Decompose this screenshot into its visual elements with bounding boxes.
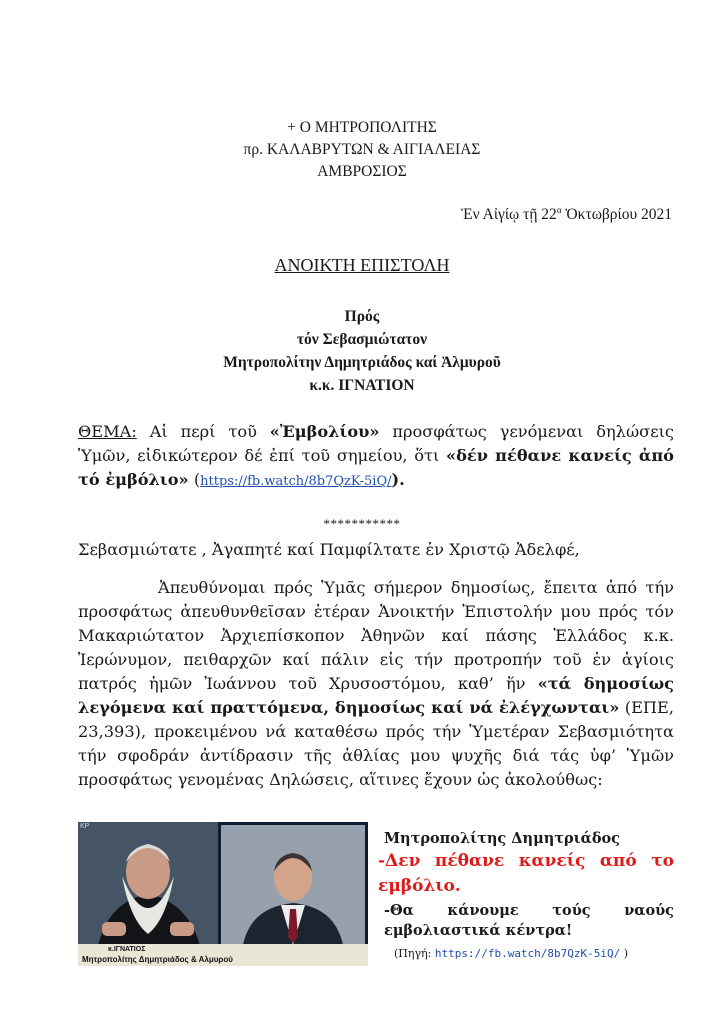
figure-note: -Θα κάνουμε τούς ναούς εμβολιαστικά κέντρα! bbox=[384, 902, 674, 939]
subject-text-3: ( bbox=[188, 470, 201, 489]
figure-source-link[interactable]: https://fb.watch/8b7QzK-5iQ/ bbox=[434, 947, 621, 960]
anchor-figure bbox=[221, 825, 365, 945]
letter-title: ΑΝΟΙΚΤΗ ΕΠΙΣΤΟΛΗ bbox=[274, 255, 450, 275]
dateline-sup: α bbox=[556, 205, 562, 215]
addressee-line-1: Πρός bbox=[344, 308, 380, 325]
subject-bold-2: «δέν πέθανε κανείς ἀπό τό ἐμβόλιο» bbox=[78, 446, 674, 489]
body-quote: «τά δημοσίως λεγόμενα καί πραττόμενα, δημοσίως καί νά ἐλέγχωνται» bbox=[78, 674, 674, 717]
subject-text-2: προσφάτως γενόμεναι δηλώσεις Ὑμῶν, εἰδικώτερον δέ ἐπί τοῦ σημείου, ὅτι bbox=[78, 422, 674, 465]
bishop-figure bbox=[78, 822, 218, 946]
body-paragraph bbox=[78, 576, 674, 792]
figure-speaker: Μητροπολίτης Δημητριάδος bbox=[384, 830, 621, 847]
addressee-block bbox=[0, 305, 724, 397]
figure-source-label: (Πηγή: bbox=[394, 947, 435, 960]
tv-left-panel bbox=[78, 822, 218, 946]
addressee-line-2: τόν Σεβασμιώτατον bbox=[296, 331, 428, 348]
figure-quote-block bbox=[378, 830, 674, 960]
addressee-line-3: Μητροπολίτην Δημητριάδος καί Ἁλμυροῦ bbox=[223, 354, 501, 371]
subject-text-1: Αἱ περί τοῦ bbox=[136, 422, 270, 441]
subject-bold-1: «Ἐμβολίου» bbox=[269, 422, 380, 441]
body-text-1: Ἀπευθύνομαι πρός Ὑμᾶς σήμερον δημοσίως, ἔπειτα ἀπό τήν προσφάτως ἀπευθυνθεῖσαν ἑτέραν Ἀνοικτήν Ἐπιστολήν μου πρός τόν Μακαριώτατον Ἀρχιεπίσκοπον Ἀθηνῶν καί πάσης Ἑλλάδος κ.κ. Ἱερώνυμον, πειθαρχῶν καί πάλιν εἰς τήν προτροπήν τοῦ ἐν ἁγίοις πατρός ἡμῶν Ἰωάννου τοῦ Χρυσοστόμου, καθ’ ἥν bbox=[78, 578, 674, 693]
letterhead-line-3: ΑΜΒΡΟΣΙΟΣ bbox=[317, 163, 407, 180]
salutation: Σεβασμιώτατε , Ἀγαπητέ καί Παμφίλτατε ἐν Χριστῷ Ἀδελφέ, bbox=[78, 540, 580, 559]
tv-caption-role: Μητροπολίτης Δημητριάδος & Αλμυρού bbox=[82, 955, 233, 964]
dateline bbox=[461, 205, 672, 224]
subject-text-4: ). bbox=[391, 470, 405, 489]
subject-paragraph bbox=[78, 420, 674, 494]
figure-quote: -Δεν πέθανε κανείς από το εμβόλιο. bbox=[378, 851, 674, 896]
letterhead-line-1: + Ο ΜΗΤΡΟΠΟΛΙΤΗΣ bbox=[287, 119, 437, 136]
dateline-month-year: Ὀκτωβρίου 2021 bbox=[561, 206, 672, 224]
subject-link[interactable]: https://fb.watch/8b7QzK-5iQ/ bbox=[200, 474, 392, 489]
dateline-text: Ἐν Αἰγίῳ τῇ 22 bbox=[461, 206, 557, 224]
subject-label: ΘΕΜΑ: bbox=[78, 422, 137, 441]
tv-right-panel bbox=[221, 825, 365, 945]
letterhead bbox=[0, 117, 724, 183]
body-text-2: (ΕΠΕ, 23,393), προκειμένου νά καταθέσω πρός τήν Ὑμετέραν Σεβασμιότητα τήν σφοδράν ἀντίδρασιν τῆς ἀθλίας μου ψυχῆς διά τάς ὑφ’ Ὑμῶν προσφάτως γενομένας Δηλώσεις, αἵτινες ἔχουν ὡς ἀκολούθως: bbox=[78, 698, 675, 789]
tv-caption-bar bbox=[78, 944, 368, 966]
addressee-line-4: κ.κ. ΙΓΝΑΤΙΟΝ bbox=[309, 377, 415, 394]
figure-source-close: ) bbox=[620, 947, 629, 960]
tv-channel-mark: ΚΡ bbox=[80, 823, 90, 830]
tv-caption-name: κ.ΙΓΝΑΤΙΟΣ bbox=[108, 946, 146, 953]
tv-screenshot bbox=[78, 822, 368, 966]
letterhead-line-2: πρ. ΚΑΛΑΒΡΥΤΩΝ & ΑΙΓΙΑΛΕΙΑΣ bbox=[243, 141, 481, 158]
separator-stars: *********** bbox=[323, 516, 401, 531]
figure-source bbox=[394, 947, 674, 960]
